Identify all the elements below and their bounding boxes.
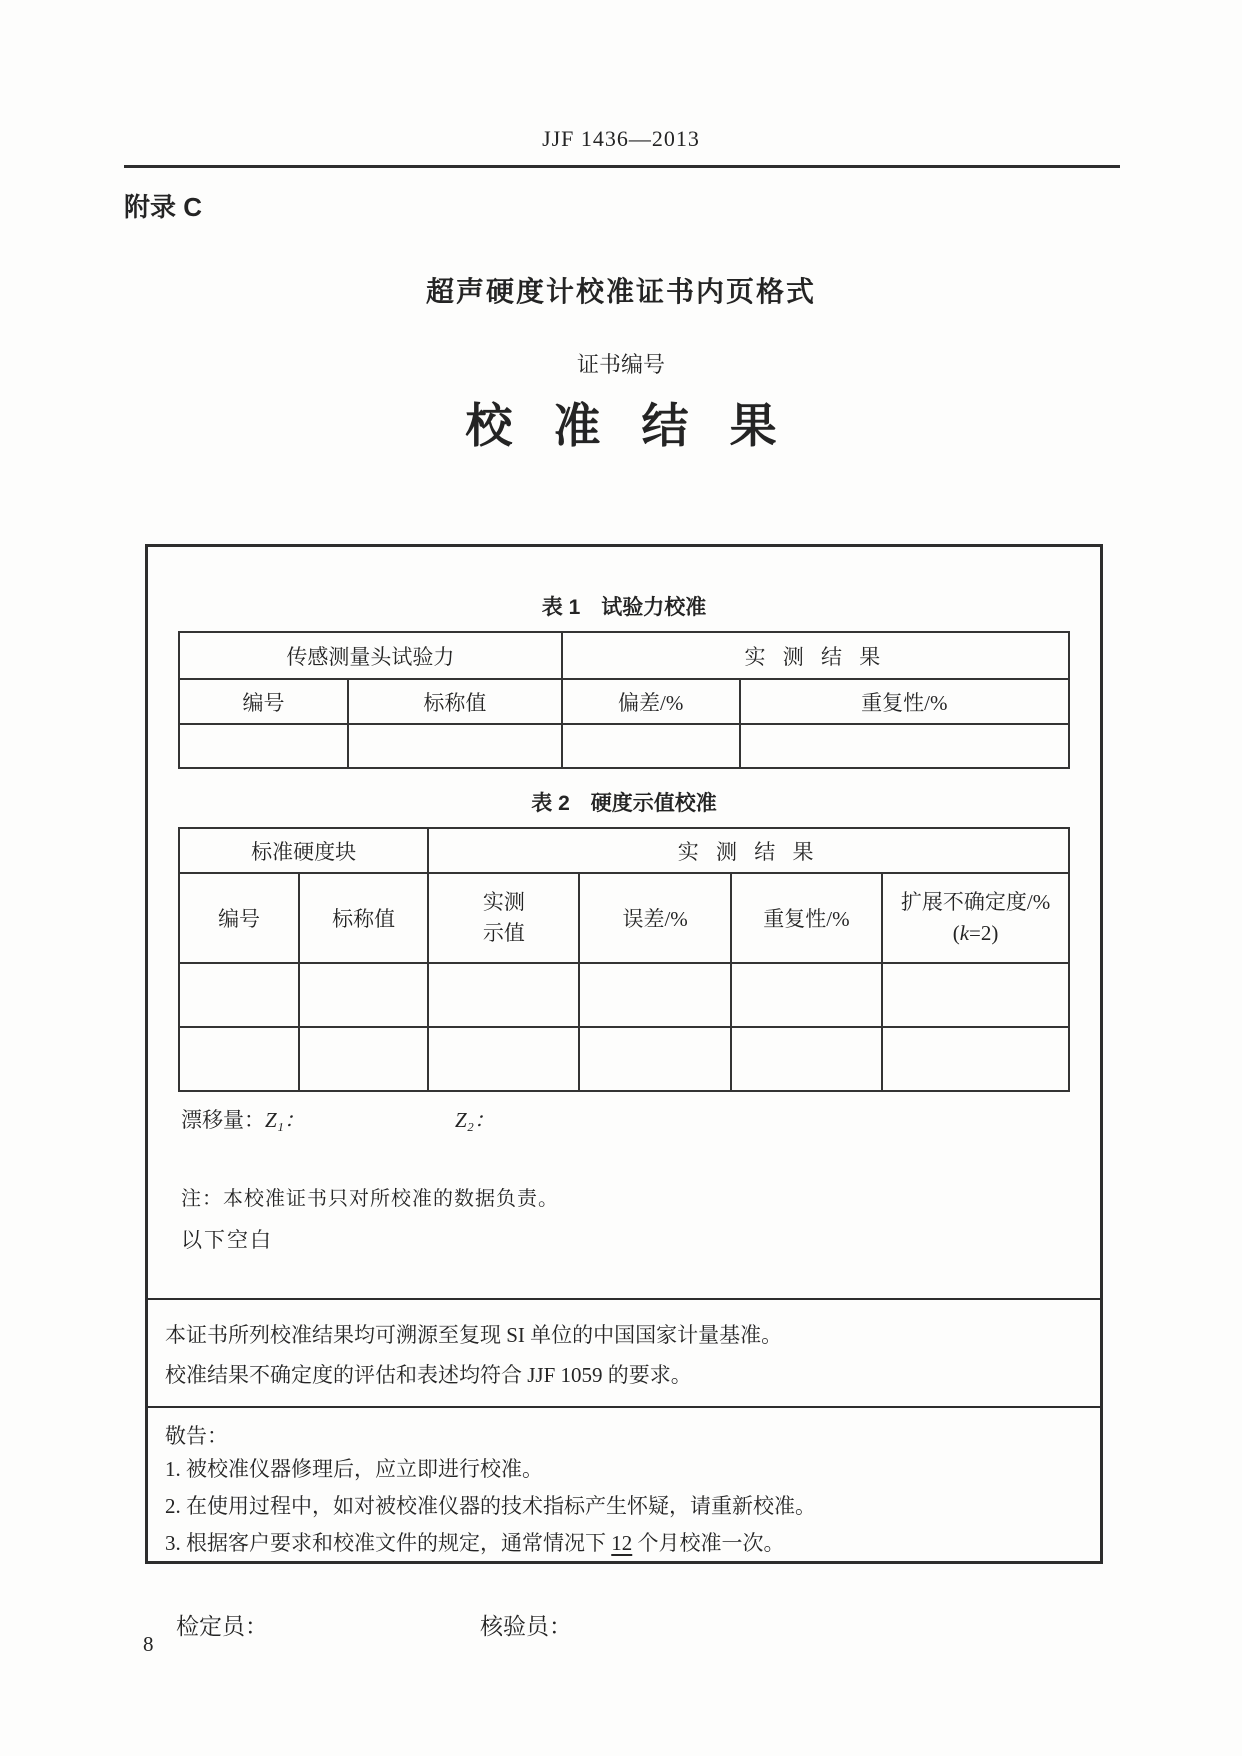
table2-column-header-row [179,873,1069,963]
table1-cell [562,724,740,768]
table2-col-measured: 实测 示值 [428,873,579,963]
main-title: 校 准 结 果 [465,399,791,452]
table2-data-row [179,1027,1069,1091]
table1-col-deviation: 偏差/% [562,679,740,724]
table1-cell [179,724,348,768]
table2-cell [428,963,579,1027]
table1-cell [348,724,562,768]
notice-section [148,1408,1100,1572]
drift-z1: Z₁： [265,1108,305,1132]
table2-cell [731,1027,882,1091]
table2-cell [299,1027,428,1091]
table2-cell [731,963,882,1027]
table1-col-number: 编号 [179,679,348,724]
table2-hardness-indication [178,827,1070,1092]
notice-title: 敬告： [165,1424,228,1448]
checker-label: 核验员： [480,1614,572,1639]
table1-column-header-row [179,679,1069,724]
table1-test-force [178,631,1070,769]
notice-item-2: 2. 在使用过程中，如对被校准仪器的技术指标产生怀疑，请重新校准。 [165,1494,816,1518]
traceability-statement: 本证书所列校准结果均可溯源至复现 SI 单位的中国国家计量基准。 [165,1323,783,1347]
table2-group-left: 标准硬度块 [179,828,428,873]
table2-group-right: 实 测 结 果 [428,828,1069,873]
drift-line [181,1104,1100,1134]
uncertainty-statement: 校准结果不确定度的评估和表述均符合 JJF 1059 的要求。 [165,1363,692,1387]
results-outer-box [145,544,1103,1564]
table2-caption: 表 2 硬度示值校准 [531,792,717,815]
drift-label: 漂移量： [181,1108,265,1132]
header-rule [124,165,1120,168]
table1-group-right: 实 测 结 果 [562,632,1069,679]
notice-item-1: 1. 被校准仪器修理后，应立即进行校准。 [165,1457,543,1481]
table2-col-repeatability: 重复性/% [731,873,882,963]
table1-cell [740,724,1069,768]
verifier-label: 检定员： [176,1614,268,1639]
blank-below-label: 以下空白 [181,1228,273,1252]
drift-z2: Z₂： [454,1108,495,1132]
responsibility-note: 注：本校准证书只对所校准的数据负责。 [181,1188,559,1210]
table2-col-number: 编号 [179,873,299,963]
recalibration-interval: 12 [611,1531,633,1555]
table1-group-left: 传感测量头试验力 [179,632,562,679]
table1-col-repeatability: 重复性/% [740,679,1069,724]
table2-cell [882,1027,1069,1091]
traceability-statements [148,1300,1100,1406]
subject-title: 超声硬度计校准证书内页格式 [425,276,816,307]
table2-group-header-row [179,828,1069,873]
signature-row [176,1608,1242,1641]
table1-group-header-row [179,632,1069,679]
notice-item-3: 3. 根据客户要求和校准文件的规定，通常情况下 12 个月校准一次。 [165,1531,785,1555]
table2-data-row [179,963,1069,1027]
table1-col-nominal: 标称值 [348,679,562,724]
table2-cell [179,1027,299,1091]
table1-data-row [179,724,1069,768]
doc-number: JJF 1436—2013 [542,126,700,151]
table2-cell [428,1027,579,1091]
certificate-number-label: 证书编号 [576,352,665,377]
uncertainty-k-factor: (k=2) [952,921,999,945]
table2-cell [579,1027,730,1091]
page-number: 8 [143,1632,154,1656]
table2-col-error: 误差/% [579,873,730,963]
table2-cell [299,963,428,1027]
table1-caption: 表 1 试验力校准 [541,596,707,619]
table2-cell [579,963,730,1027]
table2-col-uncertainty: 扩展不确定度/% (k=2) [882,873,1069,963]
table2-col-nominal: 标称值 [299,873,428,963]
appendix-label: 附录 C [124,192,203,222]
table2-cell [179,963,299,1027]
table2-cell [882,963,1069,1027]
